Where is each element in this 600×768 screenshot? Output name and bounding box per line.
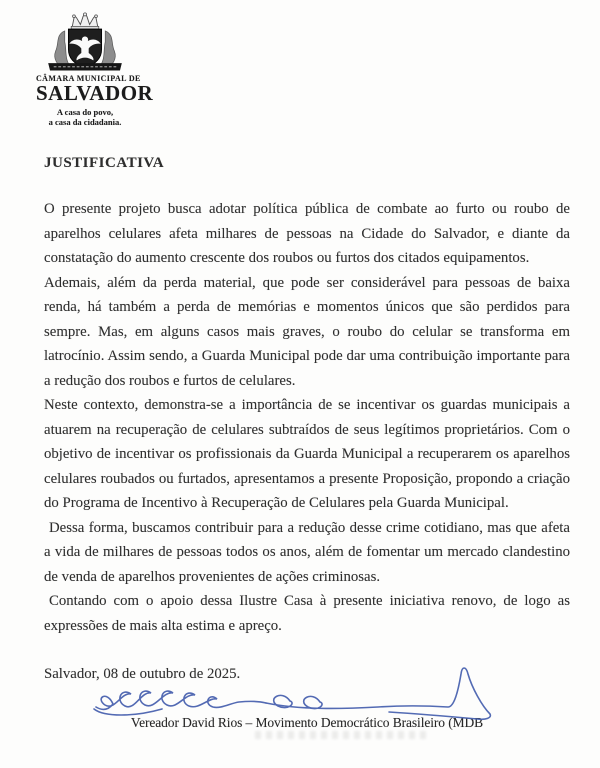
- signature-block: [44, 714, 570, 731]
- bleed-through-artifact: [255, 731, 430, 739]
- paragraph: Ademais, além da perda material, que pode ser considerável para pessoas de baixa renda, há também a perda de memórias e momentos únicos que são perdidos para sempre. Mas, em alguns casos mais graves, o roubo do celular se transforma em latrocínio. Assim sendo, a Guarda Municipal pode dar uma contribuição importante para a redução dos roubos e furtos de celulares.: [44, 274, 570, 389]
- letterhead: [36, 12, 154, 127]
- paragraph: Dessa forma, buscamos contribuir para a redução desse crime cotidiano, mas que afeta a vida de milhares de pessoas todos os anos, além de fomentar um mercado clandestino de venda de aparelhos provenientes de ações criminosas.: [44, 519, 570, 585]
- paragraph: Contando com o apoio dessa Ilustre Casa à presente iniciativa renovo, de logo as expressões de mais alta estima e apreço.: [44, 593, 570, 634]
- document-title: JUSTIFICATIVA: [44, 155, 165, 171]
- org-name: SALVADOR: [36, 81, 154, 105]
- signature-caption: Vereador David Rios – Movimento Democrático Brasileiro (MDB: [130, 715, 484, 730]
- document-body: [44, 197, 570, 638]
- org-prefix: CÂMARA MUNICIPAL DE: [36, 74, 141, 83]
- coat-of-arms-icon: [39, 12, 131, 72]
- tagline: [36, 107, 134, 127]
- paragraph: Neste contexto, demonstra-se a importância de se incentivar os guardas municipais a atuarem na recuperação de celulares subtraídos de seus legítimos proprietários. Com o objetivo de incentivar os profissionais da Guarda Municipal a recuperarem os aparelhos celulares roubados ou furtados, apresentamos a presente Proposição, propondo a criação do Programa de Incentivo à Recuperação de Celulares pela Guarda Municipal.: [44, 397, 570, 511]
- tagline-line-2: a casa da cidadania.: [48, 117, 122, 127]
- date-line: Salvador, 08 de outubro de 2025.: [44, 666, 241, 682]
- tagline-line-1: A casa do povo,: [56, 107, 114, 117]
- paragraph: O presente projeto busca adotar política pública de combate ao furto ou roubo de aparelhos celulares afeta milhares de pessoas na Cidade do Salvador, e diante da constatação do aumento crescente dos roubos ou furtos dos citados equipamentos.: [44, 201, 570, 266]
